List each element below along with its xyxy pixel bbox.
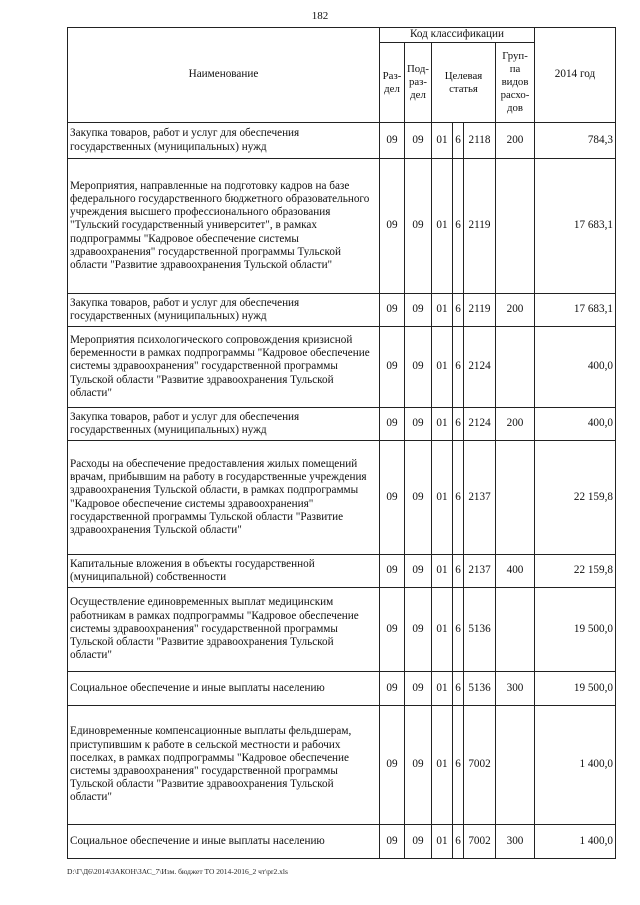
row-amount: 17 683,1 [535,294,616,327]
row-name: Социальное обеспечение и иные выплаты населению [68,672,380,706]
row-target-direction: 2137 [464,441,496,555]
row-target-program: 01 [432,408,453,441]
row-expense-group [496,441,535,555]
row-target-subprogram: 6 [453,408,464,441]
row-expense-group [496,706,535,825]
row-section: 09 [380,294,405,327]
row-target-direction: 2124 [464,327,496,408]
row-target-subprogram: 6 [453,672,464,706]
page-number: 182 [311,10,329,22]
row-amount: 784,3 [535,123,616,159]
row-expense-group: 200 [496,123,535,159]
row-name: Закупка товаров, работ и услуг для обеспечения государственных (муниципальных) нужд [68,123,380,159]
row-expense-group: 200 [496,408,535,441]
table-row [68,159,616,294]
row-target-direction: 5136 [464,588,496,672]
row-section: 09 [380,555,405,588]
row-target-subprogram: 6 [453,327,464,408]
row-section: 09 [380,159,405,294]
row-target-program: 01 [432,672,453,706]
row-target-direction: 2119 [464,159,496,294]
header-section: Раз- дел [380,43,405,123]
row-target-program: 01 [432,825,453,859]
row-target-direction: 7002 [464,706,496,825]
table-row [68,672,616,706]
row-section: 09 [380,441,405,555]
table-row [68,123,616,159]
table-header [68,28,616,123]
row-subsection: 09 [405,123,432,159]
row-section: 09 [380,825,405,859]
table-row [68,825,616,859]
row-name: Мероприятия, направленные на подготовку кадров на базе федерального государственного бюджетного образовательного учреждения высшего профессионального образования "Тульский государственный университет", в рамках подпрограммы "Кадровое обеспечение системы здравоохранения" государственной программы Тульской области "Развитие здравоохранения Тульской области" [68,159,380,294]
header-subsection: Под- раз- дел [405,43,432,123]
row-target-direction: 5136 [464,672,496,706]
row-amount: 22 159,8 [535,441,616,555]
row-target-direction: 2124 [464,408,496,441]
table-row [68,555,616,588]
row-name: Мероприятия психологического сопровождения кризисной беременности в рамках подпрограммы "Кадровое обеспечение системы здравоохранения" государственной программы Тульской области "Развитие здравоохранения Тульской области" [68,327,380,408]
row-amount: 19 500,0 [535,588,616,672]
row-target-program: 01 [432,588,453,672]
row-name: Закупка товаров, работ и услуг для обеспечения государственных (муниципальных) нужд [68,408,380,441]
row-name: Капитальные вложения в объекты государственной (муниципальной) собственности [68,555,380,588]
row-subsection: 09 [405,588,432,672]
row-target-subprogram: 6 [453,441,464,555]
row-subsection: 09 [405,706,432,825]
row-target-program: 01 [432,123,453,159]
row-subsection: 09 [405,294,432,327]
row-amount: 1 400,0 [535,825,616,859]
row-subsection: 09 [405,672,432,706]
table-row [68,588,616,672]
table-row [68,441,616,555]
row-amount: 1 400,0 [535,706,616,825]
row-target-program: 01 [432,441,453,555]
row-subsection: 09 [405,555,432,588]
row-expense-group [496,588,535,672]
table-row [68,408,616,441]
row-section: 09 [380,123,405,159]
header-year: 2014 год [535,28,616,123]
header-target-article: Целевая статья [432,43,496,123]
row-target-program: 01 [432,706,453,825]
row-expense-group [496,159,535,294]
row-target-subprogram: 6 [453,706,464,825]
row-target-program: 01 [432,327,453,408]
row-amount: 19 500,0 [535,672,616,706]
row-target-direction: 2119 [464,294,496,327]
row-target-subprogram: 6 [453,588,464,672]
table-row [68,706,616,825]
row-target-program: 01 [432,555,453,588]
budget-table [67,27,616,859]
row-amount: 400,0 [535,408,616,441]
row-section: 09 [380,672,405,706]
row-name: Социальное обеспечение и иные выплаты населению [68,825,380,859]
row-target-direction: 7002 [464,825,496,859]
row-target-subprogram: 6 [453,825,464,859]
row-name: Закупка товаров, работ и услуг для обеспечения государственных (муниципальных) нужд [68,294,380,327]
row-target-subprogram: 6 [453,123,464,159]
row-target-program: 01 [432,159,453,294]
row-section: 09 [380,588,405,672]
row-expense-group: 200 [496,294,535,327]
row-section: 09 [380,706,405,825]
row-name: Единовременные компенсационные выплаты фельдшерам, приступившим к работе в сельской местности и рабочих поселках, в рамках подпрограммы "Кадровое обеспечение системы здравоохранения" государственной программы Тульской области "Развитие здравоохранения Тульской области" [68,706,380,825]
row-target-subprogram: 6 [453,159,464,294]
row-section: 09 [380,327,405,408]
row-expense-group: 300 [496,825,535,859]
row-target-subprogram: 6 [453,294,464,327]
file-path-footer: D:\Г\Д6\2014\ЗАКОН\ЗАС_7\Изм. бюджет ТО 2014-2016_2 чт\pr2.xls [67,867,288,876]
row-target-direction: 2137 [464,555,496,588]
row-expense-group: 400 [496,555,535,588]
row-section: 09 [380,408,405,441]
row-amount: 400,0 [535,327,616,408]
row-subsection: 09 [405,825,432,859]
row-expense-group [496,327,535,408]
row-subsection: 09 [405,441,432,555]
header-expense-group: Груп- па видов расхо- дов [496,43,535,123]
table-body [68,123,616,859]
row-name: Осуществление единовременных выплат медицинским работникам в рамках подпрограммы "Кадровое обеспечение системы здравоохранения" государственной программы Тульской области "Развитие здравоохранения Тульской области" [68,588,380,672]
row-name: Расходы на обеспечение предоставления жилых помещений врачам, прибывшим на работу в государственные учреждения здравоохранения Тульской области, в рамках подпрограммы "Кадровое обеспечение системы здравоохранения" государственной программы Тульской области "Развитие здравоохранения Тульской области" [68,441,380,555]
table-row [68,294,616,327]
row-target-subprogram: 6 [453,555,464,588]
row-amount: 22 159,8 [535,555,616,588]
row-expense-group: 300 [496,672,535,706]
row-target-direction: 2118 [464,123,496,159]
row-subsection: 09 [405,327,432,408]
row-target-program: 01 [432,294,453,327]
row-subsection: 09 [405,159,432,294]
header-classification: Код классификации [380,28,535,43]
table-row [68,327,616,408]
row-subsection: 09 [405,408,432,441]
header-name: Наименование [68,28,380,123]
row-amount: 17 683,1 [535,159,616,294]
